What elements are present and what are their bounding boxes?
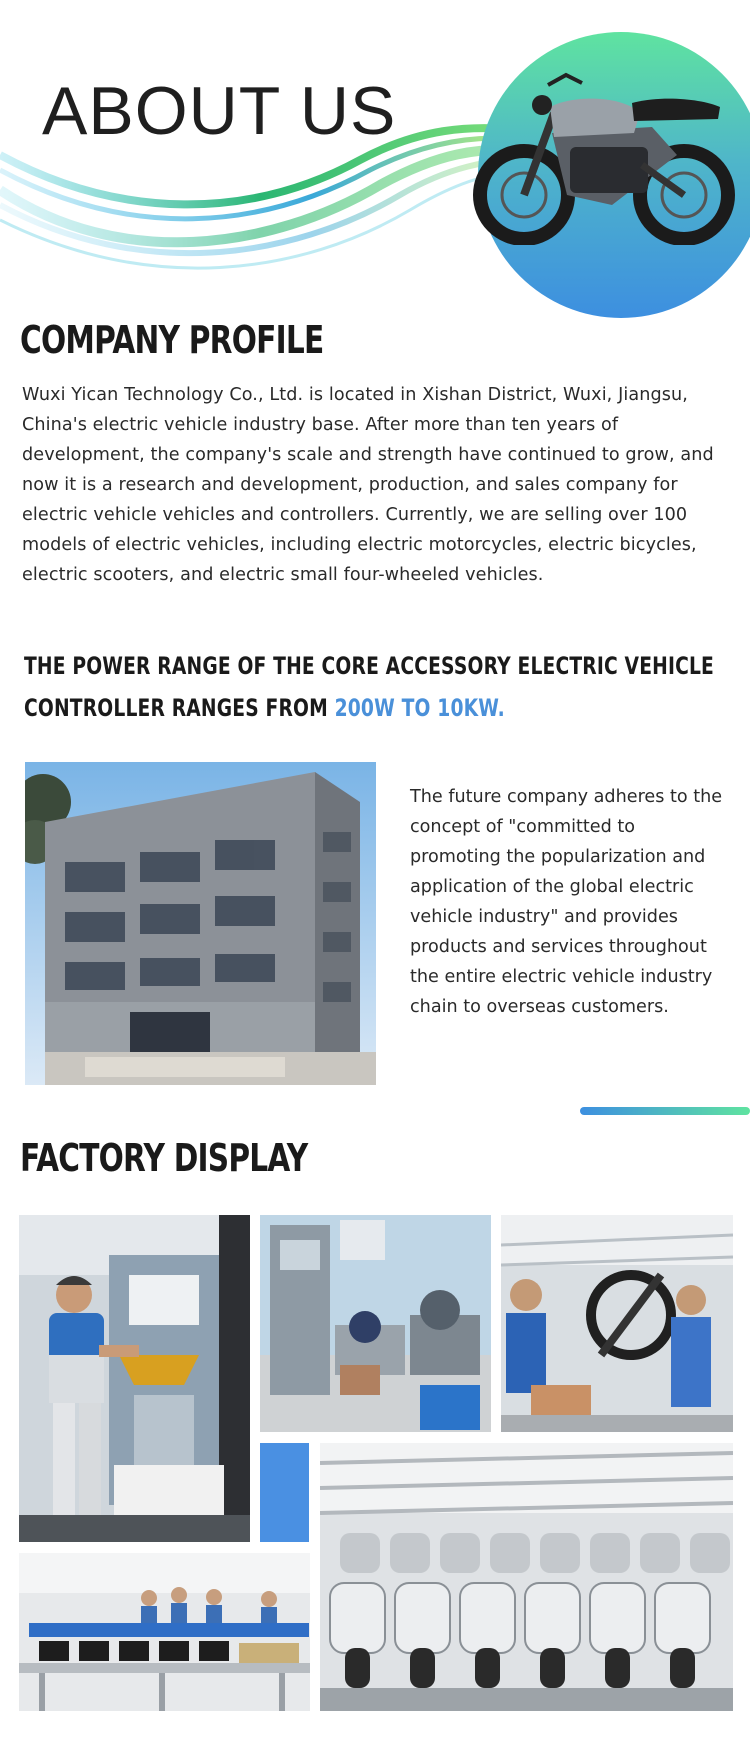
factory-photo-assembly-line [19, 1553, 310, 1711]
section-heading-company-profile: COMPANY PROFILE [20, 318, 324, 362]
power-range-prefix: CONTROLLER RANGES FROM [24, 694, 335, 722]
power-range-highlight: 200W TO 10KW. [334, 694, 505, 722]
electric-motorcycle-icon [462, 55, 750, 245]
factory-photo-bike-assembly [501, 1215, 733, 1432]
factory-photo-test-bench [260, 1215, 491, 1432]
future-concept-paragraph: The future company adheres to the concept of "committed to promoting the popularization and application of the global electric vehicle industry" and provides products and services throughout the entire electric vehicle industry chain to overseas customers. [410, 787, 723, 1017]
decorative-accent-bar [580, 1107, 750, 1115]
company-building-image [25, 762, 376, 1085]
factory-photo-scooter-inventory [320, 1443, 733, 1711]
section-heading-factory-display: FACTORY DISPLAY [20, 1136, 308, 1180]
power-range-line-2 [24, 694, 726, 722]
hero-banner [0, 0, 750, 320]
factory-photo-machine-operator [19, 1215, 250, 1542]
page-title: ABOUT US [42, 73, 397, 149]
decorative-blue-block [260, 1443, 309, 1542]
power-range-line-1: THE POWER RANGE OF THE CORE ACCESSORY ELECTRIC VEHICLE [24, 652, 715, 680]
company-profile-paragraph: Wuxi Yican Technology Co., Ltd. is located in Xishan District, Wuxi, Jiangsu, China's electric vehicle industry base. After more than ten years of development, the company's scale and strength have continued to grow, and now it is a research and development, production, and sales company for electric vehicle vehicles and controllers. Currently, we are selling over 100 models of electric vehicles, including electric motorcycles, electric bicycles, electric scooters, and electric small four-wheeled vehicles. [22, 385, 714, 585]
